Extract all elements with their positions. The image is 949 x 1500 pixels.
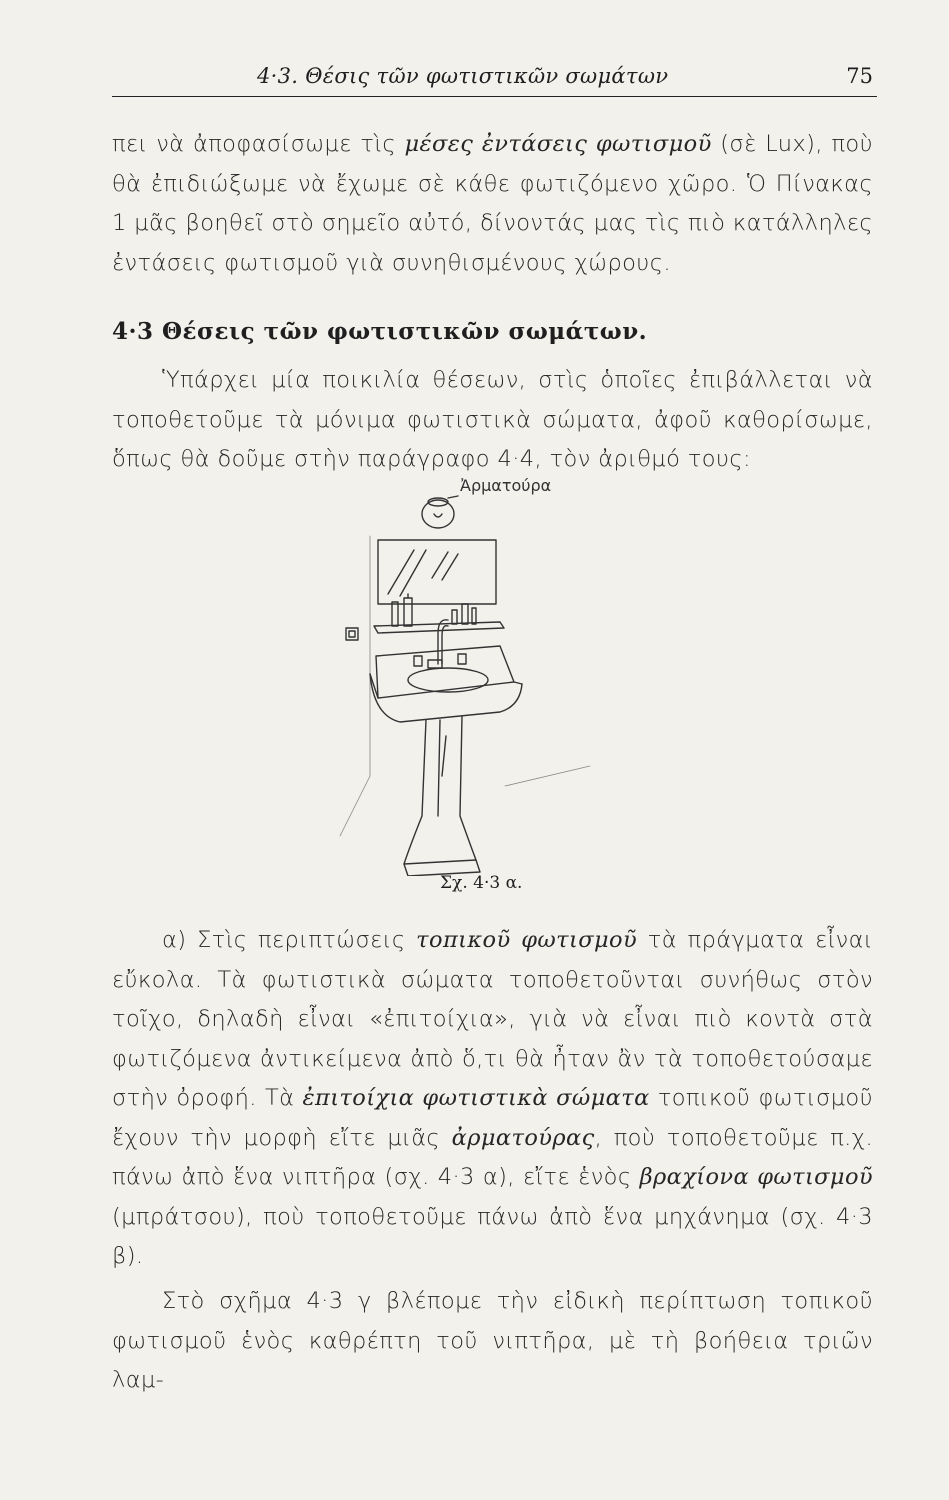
washbasin-illustration <box>330 476 630 876</box>
lamp-fixture-icon <box>422 496 458 528</box>
para3-e2: ἐπιτοίχια φωτιστικὰ σώματα <box>302 1085 650 1111</box>
para3-e1: τοπικοῦ φωτισμοῦ <box>416 927 638 953</box>
pedestal-icon <box>404 716 480 876</box>
para1-text-a: πει νὰ ἀποφασίσωμε τὶς <box>112 131 405 157</box>
para3-e4: βραχίονα φωτισμοῦ <box>639 1164 873 1190</box>
page-number: 75 <box>846 64 873 88</box>
paragraph-positions: Ὑπάρχει μία ποικιλία θέσεων, στὶς ὁποῖες ἐπιβάλλεται νὰ τοποθετοῦμε τὰ μόνιμα φωτιστικὰ σώματα, ἀφοῦ καθορίσωμε, ὅπως θὰ δοῦμε στὴν παράγραφο 4·4, τὸν ἀριθμό τους: <box>112 367 873 472</box>
washbasin-icon <box>370 646 522 722</box>
para1-emphasis: μέσες ἐντάσεις φωτισμοῦ <box>404 131 712 157</box>
para3-t1: α) Στὶς περιπτώσεις <box>162 927 417 953</box>
para3-t3: τοπικοῦ φωτισμοῦ ἔχουν τὴν μορφὴ εἴτε μιᾶς <box>112 1085 873 1151</box>
header-rule <box>112 96 877 97</box>
figure-caption: Σχ. 4·3 α. <box>440 873 523 893</box>
para1-text-b: (σὲ Lux), ποὺ θὰ ἐπιδιώξωμε νὰ ἔχωμε σὲ κάθε φωτιζόμενο χῶρο. Ὁ Πίνακας 1 μᾶς βοηθεῖ στὸ σημεῖο αὐτό, δίνοντάς μας τὶς πιὸ κατάλληλες ἐντάσεις φωτισμοῦ γιὰ συνηθισμένους χώρους. <box>112 131 873 276</box>
figure-washbasin <box>330 476 630 896</box>
paragraph-local-lighting <box>112 921 873 1277</box>
figure-label: Ἀρματούρα <box>460 476 552 495</box>
paragraph-mirror-lighting: Στὸ σχῆμα 4·3 γ βλέπομε τὴν εἰδικὴ περίπτωση τοπικοῦ φωτισμοῦ ἑνὸς καθρέπτη τοῦ νιπτῆρα, μὲ τὴ βοήθεια τριῶν λαμ- <box>112 1288 873 1393</box>
section-heading: 4·3 Θέσεις τῶν φωτιστικῶν σωμάτων. <box>112 318 648 345</box>
faucet-icon <box>414 620 466 668</box>
running-title: 4·3. Θέσις τῶν φωτιστικῶν σωμάτων <box>257 64 669 88</box>
light-switch-icon <box>346 628 358 640</box>
mirror-icon <box>378 540 496 604</box>
running-header <box>112 62 873 94</box>
paragraph-intro <box>112 125 873 283</box>
para3-e3: ἀρματούρας <box>451 1124 595 1151</box>
para3-t4: , ποὺ τοποθετοῦμε π.χ. πάνω ἀπὸ ἕνα νιπτῆρα (σχ. 4·3 α), εἴτε ἑνὸς <box>112 1124 873 1190</box>
para3-t2: τὰ πράγματα εἶναι εὔκολα. Τὰ φωτιστικὰ σώματα τοποθετοῦνται συνήθως στὸν τοῖχο, δηλαδὴ εἶναι «ἐπιτοίχια», γιὰ νὰ εἶναι πιὸ κοντὰ στὰ φωτιζόμενα ἀντικείμενα ἀπὸ ὅ,τι θὰ ἦταν ἂν τὰ τοποθετούσαμε στὴν ὀροφή. Τὰ <box>112 927 873 1111</box>
para3-t5: (μπράτσου), ποὺ τοποθετοῦμε πάνω ἀπὸ ἕνα μηχάνημα (σχ. 4·3 β). <box>112 1203 873 1269</box>
